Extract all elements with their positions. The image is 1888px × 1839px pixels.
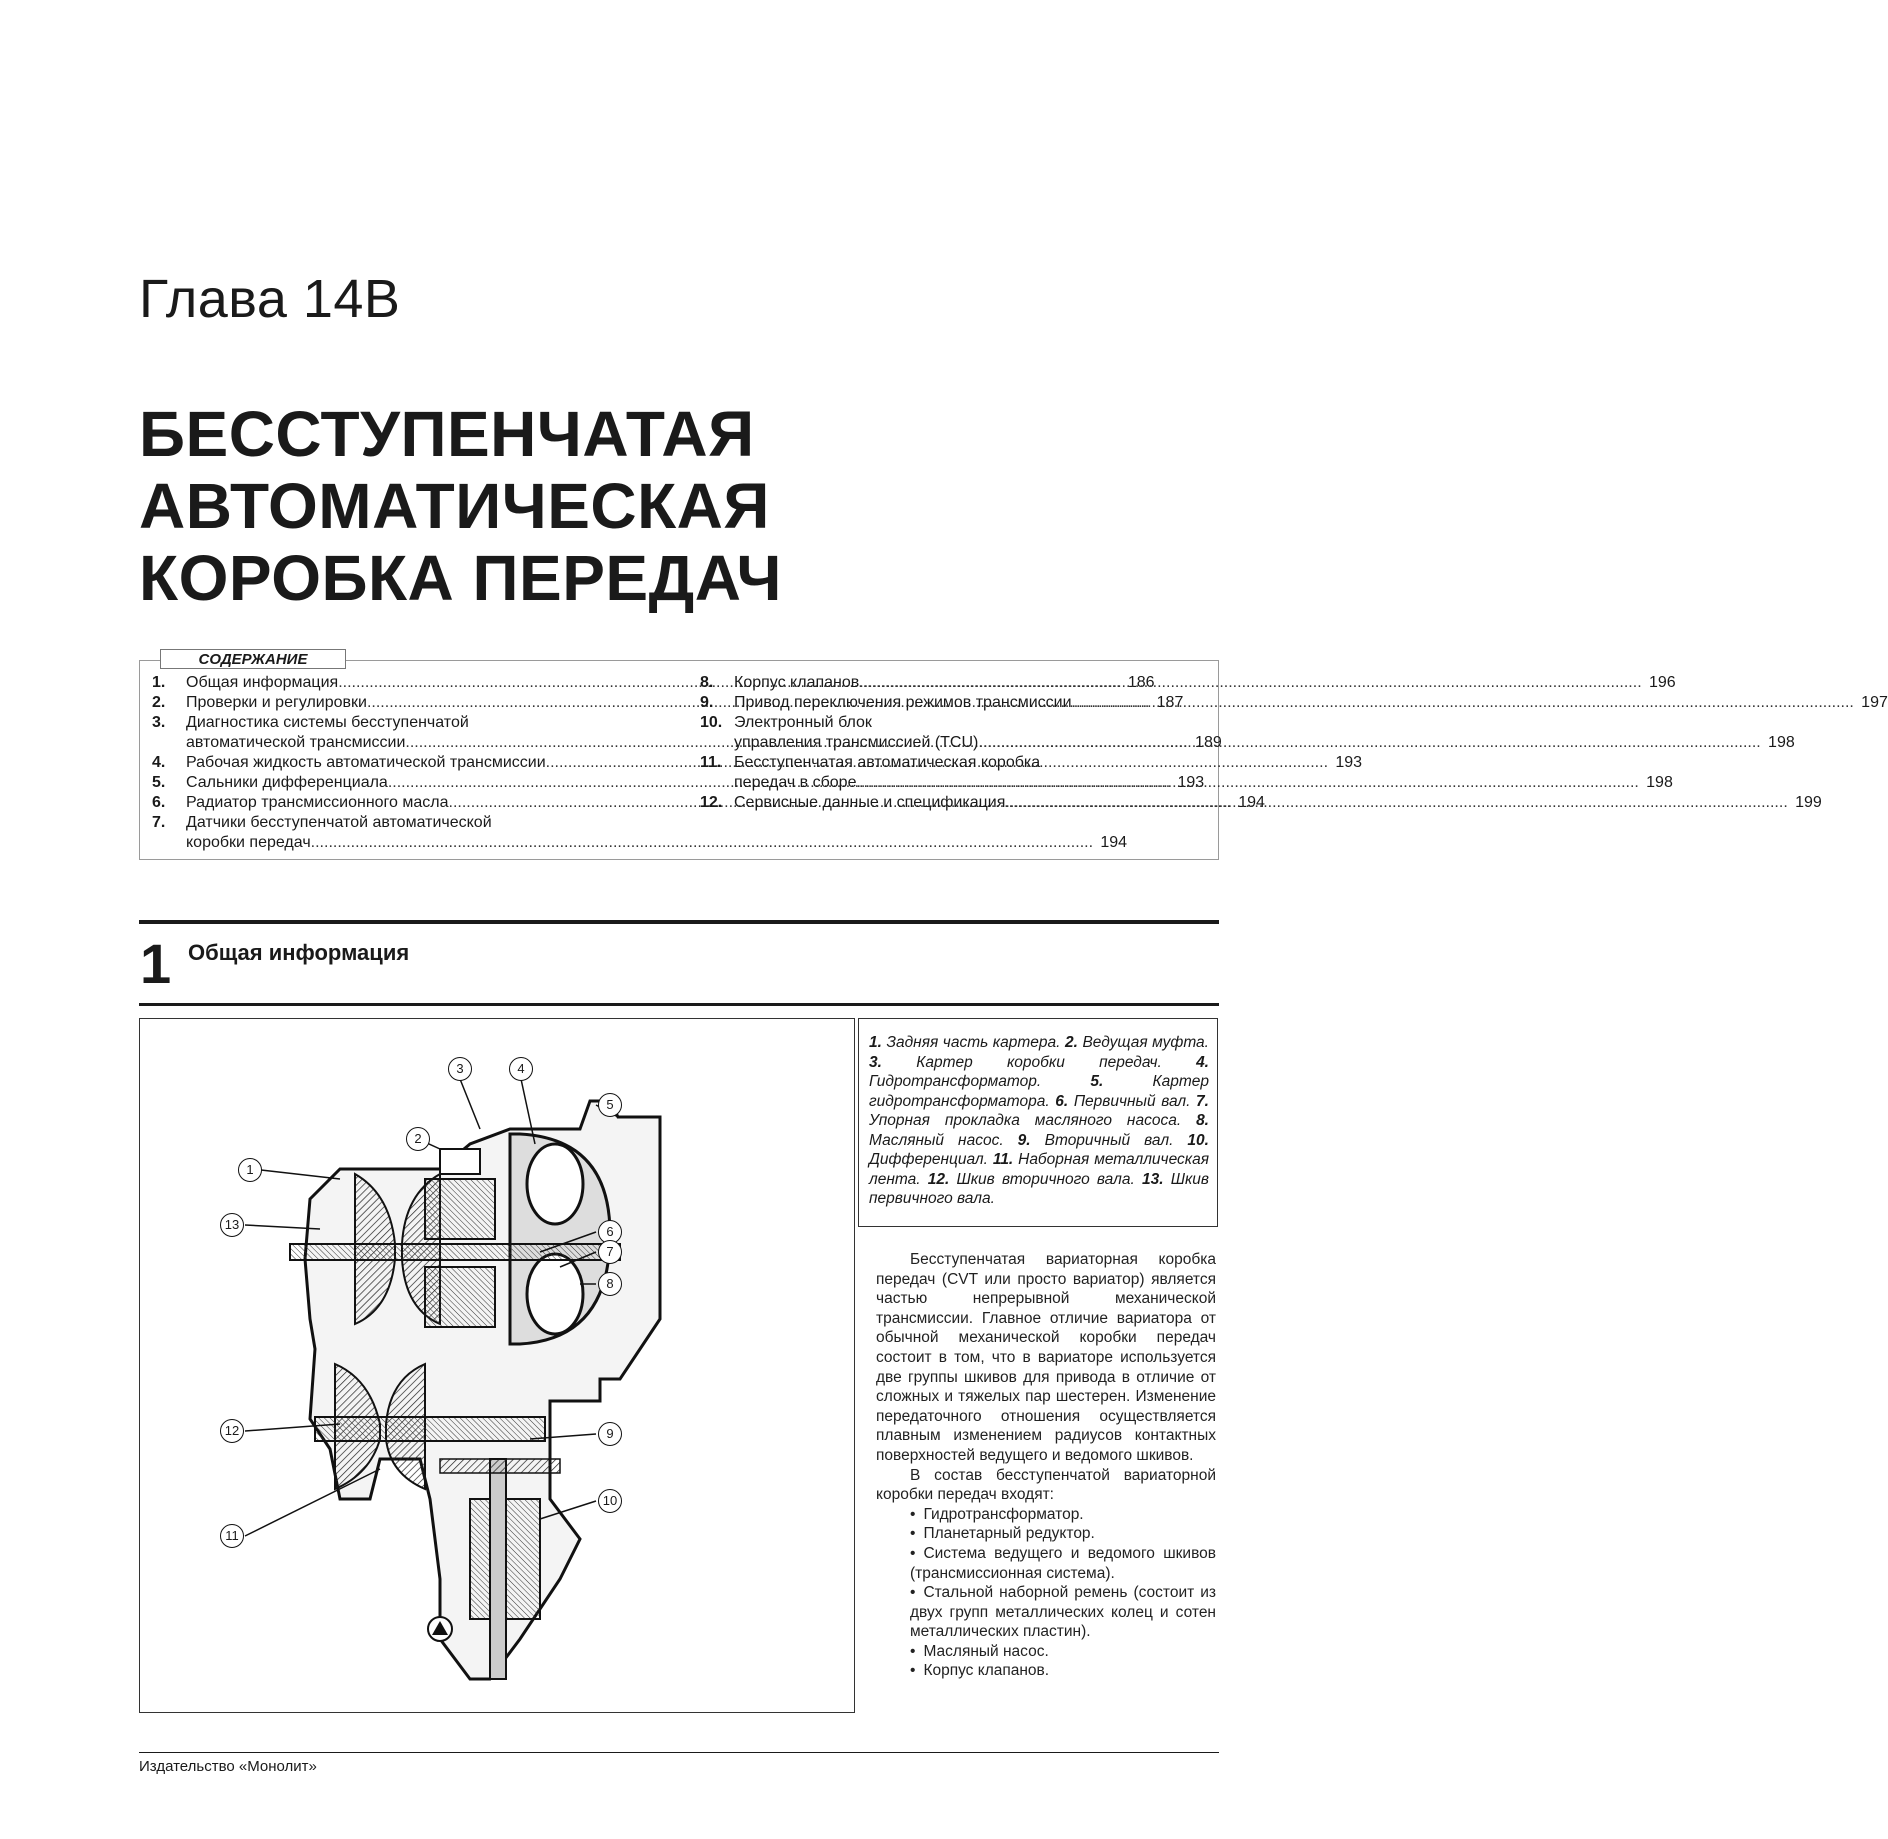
caption-text: Наборная металлическая лента. xyxy=(869,1151,1209,1188)
caption-text: Шкив первичного вала. xyxy=(869,1170,1209,1207)
toc-entry-title: Электронный блок xyxy=(734,714,872,731)
toc-entry-number: 12. xyxy=(700,794,723,811)
toc-entry-number: 11. xyxy=(700,754,722,771)
callout-13: 13 xyxy=(220,1213,244,1237)
caption-text: Шкив вторичного вала. xyxy=(949,1170,1142,1188)
toc-entry-number: 7. xyxy=(152,814,166,831)
section-bottom-rule xyxy=(139,1003,1219,1006)
toc-entry-number xyxy=(152,733,186,753)
list-item: • Стальной наборной ремень (состоит из двух групп металлических колец и сотен металлических пластин). xyxy=(876,1583,1216,1642)
toc-entry xyxy=(152,813,672,833)
body-text xyxy=(876,1250,1216,1681)
toc-entry-number xyxy=(700,773,734,793)
toc-entry-page: 193 xyxy=(1177,774,1205,791)
toc-entry xyxy=(700,673,1676,693)
toc-entry-title: Сальники дифференциала xyxy=(186,774,388,791)
figure-caption xyxy=(858,1018,1218,1227)
caption-number: 11. xyxy=(992,1151,1014,1168)
toc-entry-title: Сервисные данные и спецификация xyxy=(734,794,1006,811)
toc-entry xyxy=(700,713,1200,733)
toc-entry-number: 3. xyxy=(152,714,166,731)
title-line: БЕССТУПЕНЧАТАЯ xyxy=(139,398,755,470)
caption-number: 2. xyxy=(1064,1034,1078,1051)
toc-entry-number: 4. xyxy=(152,754,166,771)
callout-4: 4 xyxy=(509,1057,533,1081)
caption-text: Ведущая муфта. xyxy=(1077,1034,1209,1051)
cvt-cross-section-drawing xyxy=(140,1019,854,1712)
footer-rule xyxy=(139,1752,1219,1753)
chapter-label: Глава 14В xyxy=(139,269,401,329)
toc-entry-title: Радиатор трансмиссионного масла xyxy=(186,794,449,811)
callout-11: 11 xyxy=(220,1524,244,1548)
secondary-shaft xyxy=(315,1417,545,1441)
callout-7: 7 xyxy=(598,1240,622,1264)
caption-number: 10. xyxy=(1187,1131,1209,1149)
toc-entry xyxy=(700,693,1888,713)
caption-number: 4. xyxy=(1196,1053,1209,1071)
callout-1: 1 xyxy=(238,1158,262,1182)
toc-entry-title: Диагностика системы бесступенчатой xyxy=(186,714,469,731)
caption-text: Картер гидротрансформатора. xyxy=(869,1073,1209,1110)
caption-number: 13. xyxy=(1141,1170,1164,1188)
toc-entry-page: 189 xyxy=(1195,734,1222,751)
toc-entry-page: 198 xyxy=(1768,734,1795,751)
component-list xyxy=(876,1505,1216,1681)
caption-number: 3. xyxy=(869,1053,882,1071)
callout-6: 6 xyxy=(598,1220,622,1244)
paragraph: Бесступенчатая вариаторная коробка передач (CVT или просто вариатор) является частью непрерывной механической трансмиссии. Главное отличие вариатора от обычной механической коробки передач состоит в том, что в вариаторе используется две группы шкивов для привода в отличие от сложных и тяжелых пар шестерен. Изменение передаточного отношения осуществляется плавным изменением радиусов контактных поверхностей ведущего и ведомого шкивов. xyxy=(876,1251,1216,1464)
toc-heading: СОДЕРЖАНИЕ xyxy=(160,649,346,669)
callout-8: 8 xyxy=(598,1272,622,1296)
toc-entry-title: Общая информация xyxy=(186,674,339,691)
toc-entry-number: 9. xyxy=(700,694,714,711)
toc-entry-title: Привод переключения режимов трансмиссии xyxy=(734,694,1072,711)
primary-shaft xyxy=(290,1244,620,1260)
caption-text: Первичный вал. xyxy=(1068,1092,1197,1110)
toc-entry-page: 187 xyxy=(1156,694,1184,711)
toc-entry-page: 197 xyxy=(1861,694,1888,711)
caption-number: 7. xyxy=(1196,1092,1209,1110)
section-number: 1 xyxy=(140,932,172,995)
transmission-diagram xyxy=(139,1018,855,1713)
toc-entry-title: Проверки и регулировки xyxy=(186,694,367,711)
toc-entry-title: Бесступенчатая автоматическая коробка xyxy=(734,754,1041,771)
list-item: • Система ведущего и ведомого шкивов (трансмиссионная система). xyxy=(876,1544,1216,1583)
title-line: КОРОБКА ПЕРЕДАЧ xyxy=(139,542,782,614)
page-title xyxy=(139,398,782,614)
toc-entry-title: коробки передач xyxy=(186,834,311,851)
toc-entry-page: 194 xyxy=(1238,794,1265,811)
caption-number: 8. xyxy=(1196,1112,1209,1129)
toc-entry xyxy=(152,833,1128,853)
toc-entry-page: 193 xyxy=(1335,754,1363,771)
callout-3: 3 xyxy=(448,1057,472,1081)
toc-entry xyxy=(700,753,1200,773)
toc-entry-number xyxy=(700,733,734,753)
caption-number: 9. xyxy=(1017,1131,1031,1149)
caption-text: Гидротрансформатор. xyxy=(869,1073,1091,1090)
toc-entry xyxy=(152,713,672,733)
caption-number: 1. xyxy=(869,1034,882,1051)
list-item: • Масляный насос. xyxy=(876,1642,1216,1662)
toc-entry-page: 196 xyxy=(1648,674,1676,691)
toc-entry-page: 194 xyxy=(1100,834,1128,851)
toc-entry-number: 5. xyxy=(152,774,166,791)
toc-entry-number xyxy=(152,833,186,853)
caption-text: Вторичный вал. xyxy=(1030,1131,1188,1149)
toc-entry-number: 8. xyxy=(700,674,714,691)
toc-entry-page: 199 xyxy=(1795,794,1822,811)
caption-text: Масляный насос. xyxy=(869,1131,1018,1149)
callout-5: 5 xyxy=(598,1093,622,1117)
callout-2: 2 xyxy=(406,1127,430,1151)
list-item: • Планетарный редуктор. xyxy=(876,1524,1216,1544)
toc-entry-title: передач в сборе xyxy=(734,774,857,791)
toc-entry-title: Корпус клапанов xyxy=(734,674,860,691)
paragraph: В состав бесступенчатой вариаторной коробки передач входят: xyxy=(876,1466,1216,1504)
table-of-contents xyxy=(139,660,1888,860)
list-item: • Корпус клапанов. xyxy=(876,1661,1216,1681)
toc-entry-number: 6. xyxy=(152,794,166,811)
section-top-rule xyxy=(139,920,1219,924)
toc-entry-title: автоматической трансмиссии xyxy=(186,734,406,751)
toc-entry-number: 1. xyxy=(152,674,166,691)
caption-text: Упорная прокладка масляного насоса. xyxy=(869,1112,1197,1129)
footer-publisher: Издательство «Монолит» xyxy=(139,1758,317,1775)
title-line: АВТОМАТИЧЕСКАЯ xyxy=(139,470,770,542)
caption-text: Картер коробки передач. xyxy=(881,1053,1197,1071)
caption-text: Дифференциал. xyxy=(869,1151,993,1168)
toc-entry-title: управления трансмиссией (TCU) xyxy=(734,734,979,751)
caption-number: 12. xyxy=(927,1170,950,1188)
toc-entry-number: 2. xyxy=(152,694,166,711)
callout-12: 12 xyxy=(220,1419,244,1443)
caption-text: Задняя часть картера. xyxy=(881,1034,1065,1051)
toc-entry-page: 198 xyxy=(1646,774,1673,791)
toc-entry xyxy=(700,773,1673,793)
publisher-logo xyxy=(428,1617,452,1641)
toc-entry-number: 10. xyxy=(700,714,723,731)
toc-entry-title: Датчики бесступенчатой автоматической xyxy=(186,814,492,831)
caption-number: 5. xyxy=(1090,1073,1104,1090)
caption-number: 6. xyxy=(1055,1092,1069,1110)
callout-9: 9 xyxy=(598,1422,622,1446)
section-title: Общая информация xyxy=(188,940,410,965)
list-item: • Гидротрансформатор. xyxy=(876,1505,1216,1525)
toc-entry-title: Рабочая жидкость автоматической трансмиссии xyxy=(186,754,546,771)
callout-10: 10 xyxy=(598,1489,622,1513)
toc-entry-page: 186 xyxy=(1127,674,1155,691)
